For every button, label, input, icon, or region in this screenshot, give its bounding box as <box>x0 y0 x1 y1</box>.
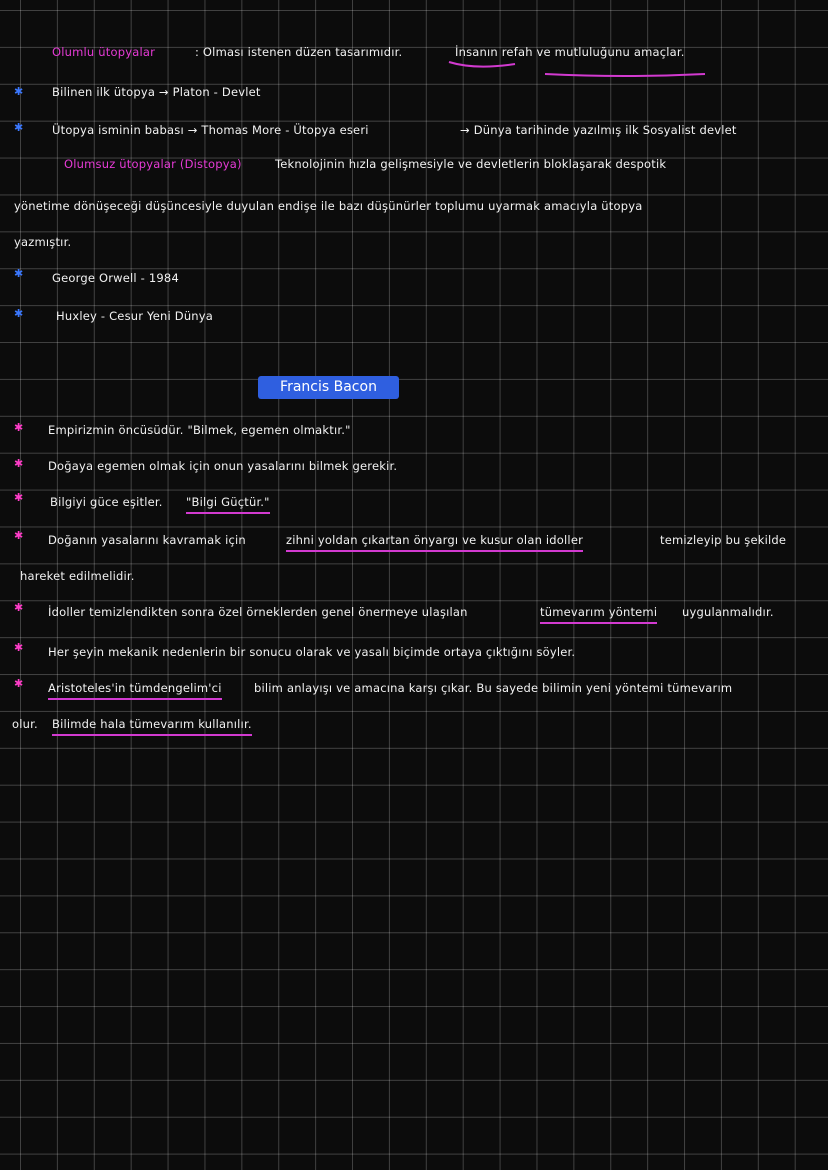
bacon-point-7b: bilim anlayışı ve amacına karşı çıkar. Bu sayede bilimin yeni yöntemi tümevarım <box>254 681 733 695</box>
bacon-point-4-line2: hareket edilmelidir. <box>20 569 135 583</box>
term-positive-utopia: Olumlu ütopyalar <box>52 45 156 59</box>
star-icon: ✱ <box>14 601 24 614</box>
star-icon: ✱ <box>14 457 24 470</box>
aim-underline <box>445 56 735 80</box>
example-huxley: Huxley - Cesur Yeni Dünya <box>56 309 214 323</box>
bacon-point-7-line2a: olur. <box>12 717 38 731</box>
star-icon: ✱ <box>14 307 24 320</box>
bacon-point-7-line2b: Bilimde hala tümevarım kullanılır. <box>52 716 252 736</box>
positive-utopia-definition: : Olması istenen düzen tasarımıdır. <box>195 45 403 59</box>
star-icon: ✱ <box>14 491 24 504</box>
bacon-point-5c: uygulanmalıdır. <box>682 605 774 619</box>
bacon-point-7a: Aristoteles'in tümdengelim'ci <box>48 680 222 700</box>
bacon-point-2: Doğaya egemen olmak için onun yasalarını bilmek gerekir. <box>48 459 398 473</box>
section-title-francis-bacon: Francis Bacon <box>258 376 399 399</box>
bacon-point-4b: zihni yoldan çıkartan önyargı ve kusur olan idoller <box>286 532 583 552</box>
first-socialist-state: → Dünya tarihinde yazılmış ilk Sosyalist devlet <box>460 123 737 137</box>
dystopia-definition: Teknolojinin hızla gelişmesiyle ve devletlerin bloklaşarak despotik <box>275 157 667 171</box>
star-icon: ✱ <box>14 85 24 98</box>
star-icon: ✱ <box>14 529 24 542</box>
star-icon: ✱ <box>14 677 24 690</box>
bacon-point-4a: Doğanın yasalarını kavramak için <box>48 533 246 547</box>
star-icon: ✱ <box>14 267 24 280</box>
example-orwell: George Orwell - 1984 <box>52 271 179 285</box>
bacon-point-3a: Bilgiyi güce eşitler. <box>50 495 163 509</box>
dystopia-line-3: yazmıştır. <box>14 235 72 249</box>
utopia-father: Ütopya isminin babası → Thomas More - Ütopya eseri <box>52 123 369 137</box>
bacon-point-4c: temizleyip bu şekilde <box>660 533 787 547</box>
star-icon: ✱ <box>14 641 24 654</box>
bacon-point-1: Empirizmin öncüsüdür. "Bilmek, egemen olmaktır." <box>48 423 351 437</box>
bacon-point-5a: İdoller temizlendikten sonra özel örneklerden genel önermeye ulaşılan <box>48 605 468 619</box>
bacon-point-6: Her şeyin mekanik nedenlerin bir sonucu olarak ve yasalı biçimde ortaya çıktığını söyler. <box>48 645 576 659</box>
term-dystopia: Olumsuz ütopyalar (Distopya) <box>64 157 242 171</box>
positive-utopia-aim: İnsanın refah ve mutluluğunu amaçlar. <box>455 45 685 59</box>
star-icon: ✱ <box>14 421 24 434</box>
bacon-point-3b: "Bilgi Güçtür." <box>186 494 270 514</box>
dystopia-line-2: yönetime dönüşeceği düşüncesiyle duyulan endişe ile bazı düşünürler toplumu uyarmak amacıyla ütopya <box>14 199 643 213</box>
bacon-point-5b: tümevarım yöntemi <box>540 604 657 624</box>
star-icon: ✱ <box>14 121 24 134</box>
first-utopia: Bilinen ilk ütopya → Platon - Devlet <box>52 85 261 99</box>
